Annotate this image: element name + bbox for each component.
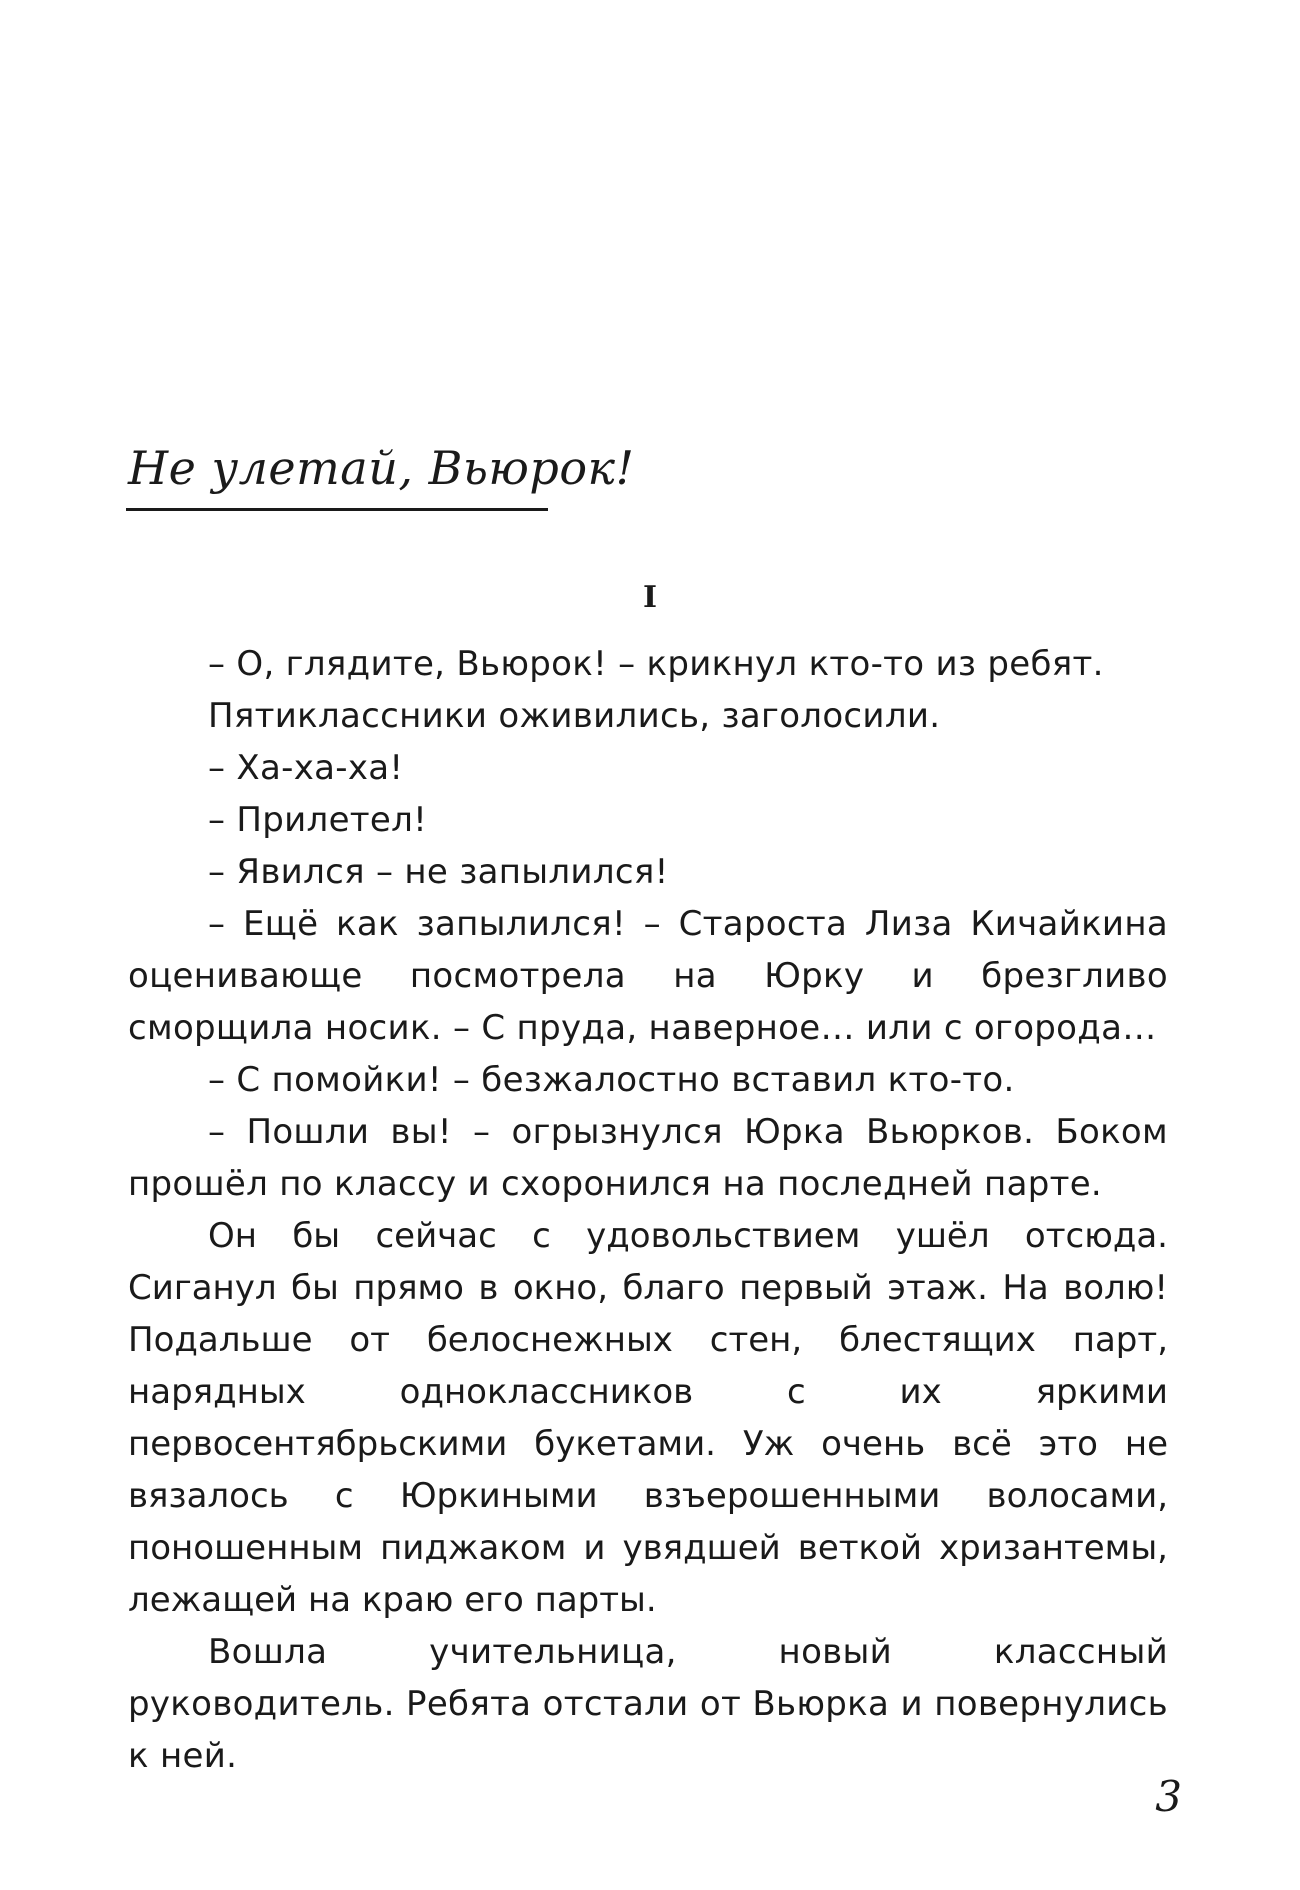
paragraph: – Прилетел!: [208, 800, 428, 840]
paragraph: – Явился – не запылился!: [208, 852, 669, 892]
page-number: 3: [1155, 1772, 1182, 1821]
paragraph: – О, глядите, Вьюрок! – крикнул кто-то из ребят.: [208, 644, 1104, 684]
paragraph: Пятиклассники оживились, заголосили.: [208, 696, 941, 736]
paragraph: – Ещё как запылился! – Староста Лиза Кичайкина оценивающе посмотрела на Юрку и брезгливо сморщила носик. – С пруда, наверное… или с огорода…: [128, 904, 1168, 1048]
chapter-number: I: [642, 580, 658, 615]
story-title: Не улетай, Вьюрок!: [128, 441, 635, 495]
body-text: [128, 638, 1168, 1782]
paragraph: – Ха-ха-ха!: [208, 748, 404, 788]
paragraph: – С помойки! – безжалостно вставил кто-то.: [208, 1060, 1015, 1100]
paragraph: Он бы сейчас с удовольствием ушёл отсюда. Сиганул бы прямо в окно, благо первый этаж. На волю! Подальше от белоснежных стен, блестящих парт, нарядных одноклассников с их яркими первосентябрьскими букетами. Уж очень всё это не вязалось с Юркиными взъерошенными волосами, поношенным пиджаком и увядшей веткой хризантемы, лежащей на краю его парты.: [128, 1216, 1168, 1620]
paragraph: Вошла учительница, новый классный руководитель. Ребята отстали от Вьюрка и повернулись к ней.: [128, 1632, 1168, 1776]
paragraph: – Пошли вы! – огрызнулся Юрка Вьюрков. Боком прошёл по классу и схоронился на последней парте.: [128, 1112, 1168, 1204]
title-underline: [126, 508, 548, 511]
